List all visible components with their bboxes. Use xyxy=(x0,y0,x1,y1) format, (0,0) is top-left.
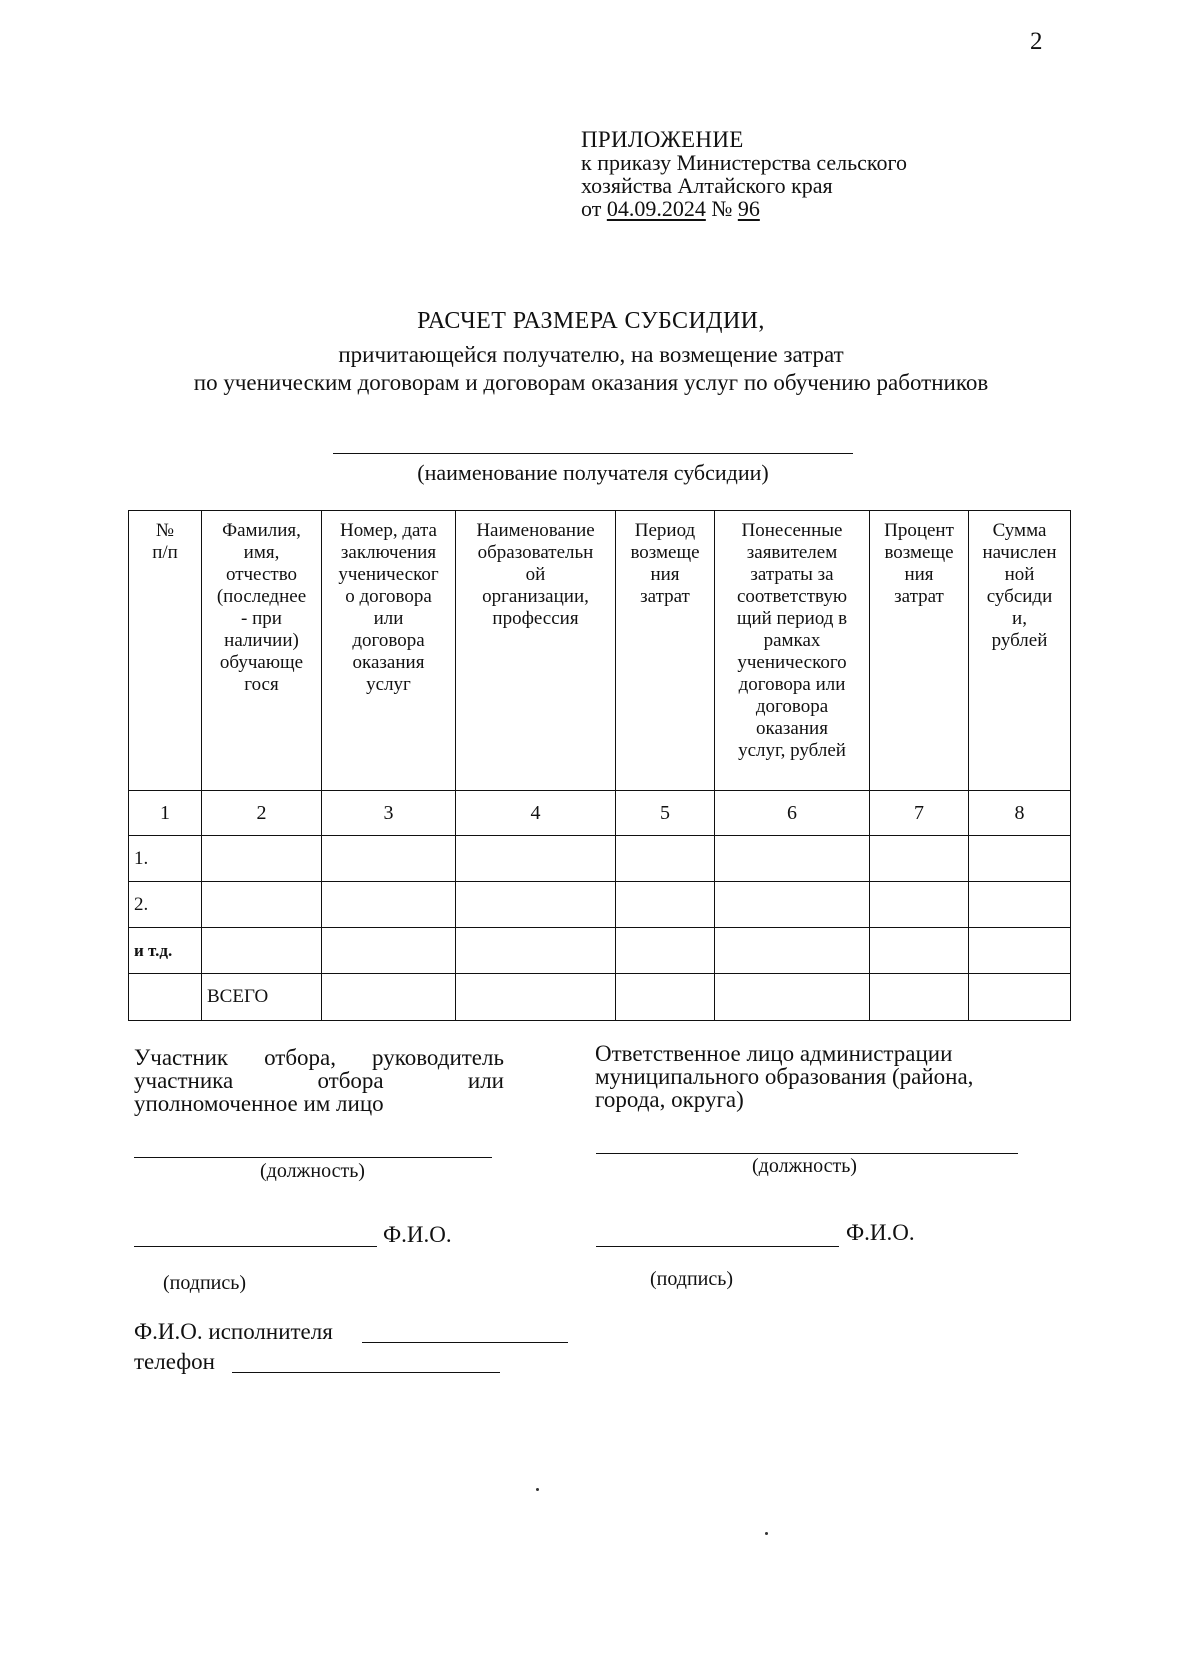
table-cell[interactable] xyxy=(715,974,870,1021)
column-number: 6 xyxy=(715,791,870,836)
header-cell xyxy=(202,511,322,791)
table-cell[interactable] xyxy=(322,882,456,928)
table-cell[interactable] xyxy=(322,928,456,974)
document-subtitle-2: по ученическим договорам и договорам оказания услуг по обучению работников xyxy=(193,370,989,395)
recipient-name-line[interactable] xyxy=(333,453,853,454)
header-text: Номер, дата заключения ученическог о договора или договора оказания услуг xyxy=(338,520,439,695)
header-cell xyxy=(322,511,456,791)
table-cell[interactable] xyxy=(969,836,1071,882)
header-cell xyxy=(616,511,715,791)
column-number: 8 xyxy=(969,791,1071,836)
column-number: 5 xyxy=(616,791,715,836)
total-row xyxy=(129,974,1071,1021)
appendix-line3: хозяйства Алтайского края xyxy=(581,173,833,198)
header-cell xyxy=(870,511,969,791)
row-label: и т.д. xyxy=(129,928,202,974)
table-cell[interactable] xyxy=(616,928,715,974)
row-label: 1. xyxy=(129,836,202,882)
appendix-heading: ПРИЛОЖЕНИЕ xyxy=(581,127,744,152)
left-fio-label: Ф.И.О. xyxy=(383,1222,452,1247)
left-signature-line[interactable] xyxy=(134,1246,377,1247)
column-number: 4 xyxy=(456,791,616,836)
left-signatory-text: Участник отбора, руководитель участника отбора или уполномоченное им лицо xyxy=(134,1045,504,1116)
table-cell[interactable] xyxy=(322,974,456,1021)
table-cell[interactable] xyxy=(715,928,870,974)
recipient-caption: (наименование получателя субсидии) xyxy=(417,460,769,485)
phone-label: телефон xyxy=(134,1349,215,1374)
column-number: 7 xyxy=(870,791,969,836)
subsidy-table xyxy=(128,510,1071,1021)
appendix-line2: к приказу Министерства сельского xyxy=(581,150,907,175)
order-number: 96 xyxy=(737,196,760,221)
table-cell[interactable] xyxy=(202,882,322,928)
header-text: Сумма начислен ной субсиди и, рублей xyxy=(982,520,1057,651)
table-cell[interactable] xyxy=(870,928,969,974)
table-row xyxy=(129,882,1071,928)
date-prefix: от xyxy=(581,196,602,221)
table-cell[interactable] xyxy=(202,928,322,974)
table-cell[interactable] xyxy=(456,974,616,1021)
header-cell xyxy=(969,511,1071,791)
left-signature-caption: (подпись) xyxy=(163,1272,247,1294)
column-number: 2 xyxy=(202,791,322,836)
right-signature-line[interactable] xyxy=(596,1246,839,1247)
executor-label: Ф.И.О. исполнителя xyxy=(134,1319,333,1344)
table-cell[interactable] xyxy=(870,882,969,928)
table-cell[interactable] xyxy=(969,974,1071,1021)
right-signature-caption: (подпись) xyxy=(650,1268,734,1290)
document-subtitle-1: причитающейся получателю, на возмещение затрат xyxy=(338,342,844,367)
left-position-caption: (должность) xyxy=(260,1160,365,1182)
page-number: 2 xyxy=(1030,28,1043,55)
table-cell[interactable] xyxy=(456,836,616,882)
order-date: 04.09.2024 xyxy=(606,196,706,221)
table-header-row xyxy=(129,511,1071,791)
header-cell xyxy=(129,511,202,791)
header-text: № п/п xyxy=(152,520,178,563)
table-cell[interactable] xyxy=(616,974,715,1021)
column-number-row xyxy=(129,791,1071,836)
table-cell[interactable] xyxy=(202,836,322,882)
phone-line[interactable] xyxy=(232,1372,500,1373)
column-number: 1 xyxy=(129,791,202,836)
table-cell[interactable] xyxy=(456,928,616,974)
right-signatory-text: Ответственное лицо администрации муниципального образования (района, города, округа) xyxy=(595,1041,974,1112)
table-row xyxy=(129,836,1071,882)
table-cell[interactable] xyxy=(870,974,969,1021)
header-text: Период возмеще ния затрат xyxy=(630,520,700,607)
row-label: 2. xyxy=(129,882,202,928)
table-cell[interactable] xyxy=(969,928,1071,974)
table-cell[interactable] xyxy=(616,836,715,882)
right-position-line[interactable] xyxy=(596,1153,1018,1154)
appendix-date-line xyxy=(581,197,907,220)
table-cell[interactable] xyxy=(715,836,870,882)
header-cell xyxy=(456,511,616,791)
header-text: Фамилия, имя, отчество (последнее - при наличии) обучающе гося xyxy=(216,520,307,695)
table-cell[interactable] xyxy=(322,836,456,882)
header-text: Понесенные заявителем затраты за соответствую щий период в рамках ученического договора или договора оказания услуг, рублей xyxy=(736,520,848,761)
number-prefix: № xyxy=(711,196,733,221)
right-position-caption: (должность) xyxy=(752,1155,857,1177)
table-row xyxy=(129,928,1071,974)
total-label: ВСЕГО xyxy=(202,974,322,1021)
executor-line[interactable] xyxy=(362,1342,568,1343)
table-cell[interactable] xyxy=(715,882,870,928)
table-cell[interactable] xyxy=(616,882,715,928)
column-number: 3 xyxy=(322,791,456,836)
scan-dot xyxy=(765,1532,768,1535)
table-cell[interactable] xyxy=(969,882,1071,928)
scan-dot xyxy=(536,1488,539,1491)
right-fio-label: Ф.И.О. xyxy=(846,1220,915,1245)
header-cell xyxy=(715,511,870,791)
appendix-block xyxy=(581,128,907,220)
table-cell[interactable] xyxy=(456,882,616,928)
table-cell[interactable] xyxy=(129,974,202,1021)
header-text: Процент возмеще ния затрат xyxy=(884,520,954,607)
header-text: Наименование образовательн ой организации, профессия xyxy=(476,520,595,629)
left-position-line[interactable] xyxy=(134,1157,492,1158)
table-cell[interactable] xyxy=(870,836,969,882)
document-title: РАСЧЕТ РАЗМЕРА СУБСИДИИ, xyxy=(417,308,765,334)
